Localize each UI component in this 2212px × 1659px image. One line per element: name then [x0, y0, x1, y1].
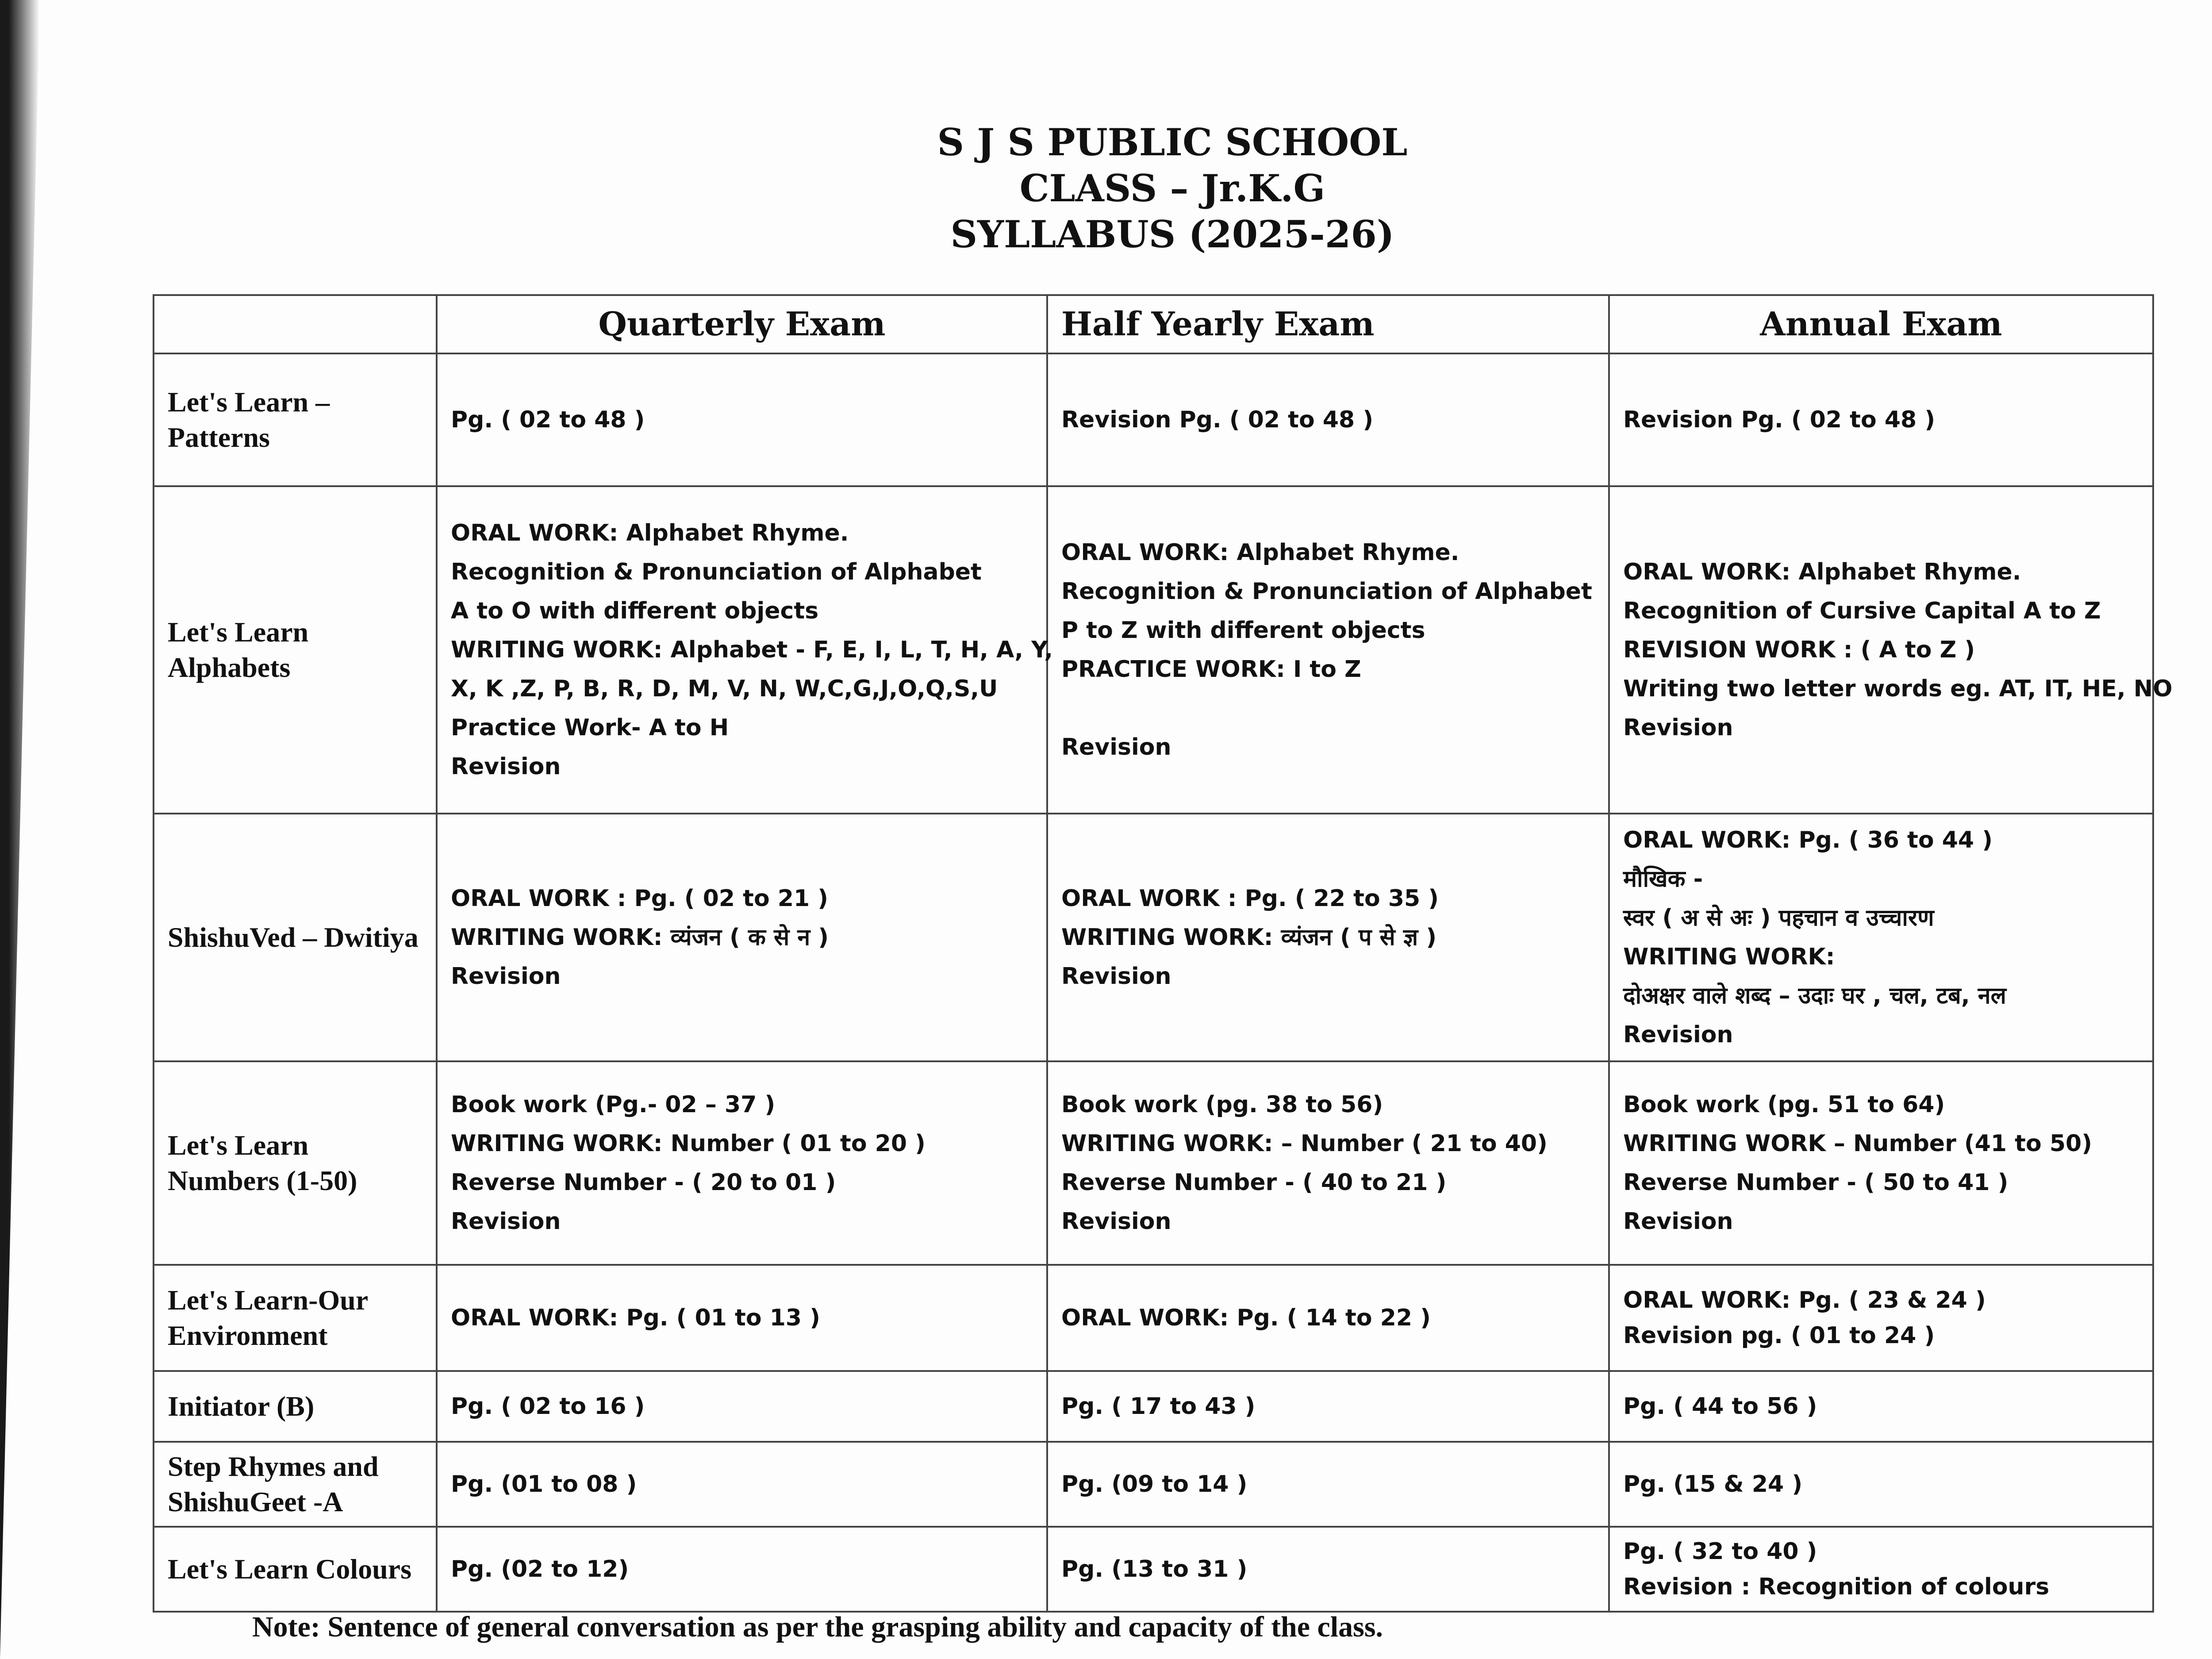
cell-line: Reverse Number - ( 50 to 41 ): [1623, 1169, 2008, 1196]
subject-cell: Let's Learn – Patterns: [154, 353, 437, 486]
cell-line: Revision Pg. ( 02 to 48 ): [1061, 407, 1374, 433]
table-row: [154, 1442, 2153, 1527]
cell-line: REVISION WORK : ( A to Z ): [1623, 637, 1975, 663]
quarterly-cell: [437, 1061, 1047, 1265]
cell-line: PRACTICE WORK: I to Z: [1061, 656, 1361, 683]
cell-line: स्वर ( अ से अः ) पहचान व उच्चारण: [1623, 905, 1934, 931]
cell-line: Revision: [1623, 1022, 1733, 1048]
cell-line: Recognition of Cursive Capital A to Z: [1623, 598, 2101, 624]
cell-line: ORAL WORK: Pg. ( 01 to 13 ): [451, 1305, 820, 1331]
cell-line: A to O with different objects: [451, 598, 819, 624]
quarterly-cell: [437, 1442, 1047, 1527]
syllabus-table-wrap: [153, 294, 2173, 1613]
half-yearly-cell: [1047, 486, 1609, 814]
cell-line: WRITING WORK: व्यंजन ( क से न ): [451, 924, 829, 951]
annual-cell: [1609, 1371, 2153, 1442]
table-row: [154, 1371, 2153, 1442]
cell-line: Pg. (15 & 24 ): [1623, 1471, 1803, 1498]
cell-line: Book work (pg. 38 to 56): [1061, 1091, 1383, 1118]
annual-cell: [1609, 353, 2153, 486]
cell-line: मौखिक -: [1623, 866, 1703, 892]
subject-cell: Initiator (B): [154, 1371, 437, 1442]
half-yearly-cell: [1047, 814, 1609, 1061]
syllabus-table: [153, 294, 2173, 1613]
half-yearly-cell: [1047, 353, 1609, 486]
cell-line: Pg. ( 32 to 40 ): [1623, 1538, 1817, 1565]
cell-line: Revision: [1061, 734, 1171, 760]
cell-line: Pg. (01 to 08 ): [451, 1471, 637, 1498]
table-row: [154, 1061, 2153, 1265]
footer-note: Note: Sentence of general conversation as per the grasping ability and capacity of the class.: [252, 1611, 1383, 1643]
cell-line: X, K ,Z, P, B, R, D, M, V, N, W,C,G,J,O,Q,S,U: [451, 676, 998, 702]
cell-line: Revision: [1623, 714, 1733, 741]
annual-cell: [1609, 814, 2153, 1061]
cell-line: [1061, 689, 1595, 728]
cell-line: Revision: [451, 1208, 561, 1235]
scan-edge: [0, 0, 40, 1659]
cell-line: Pg. ( 44 to 56 ): [1623, 1393, 1817, 1420]
cell-line: Revision: [451, 963, 561, 990]
cell-line: ORAL WORK: Pg. ( 14 to 22 ): [1061, 1305, 1431, 1331]
table-row: [154, 1527, 2153, 1612]
cell-line: Pg. ( 17 to 43 ): [1061, 1393, 1256, 1420]
annual-cell: [1609, 1265, 2153, 1371]
table-row: [154, 486, 2153, 814]
cell-line: Reverse Number - ( 40 to 21 ): [1061, 1169, 1447, 1196]
cell-line: ORAL WORK: Alphabet Rhyme.: [451, 520, 849, 546]
half-yearly-cell: [1047, 1442, 1609, 1527]
school-name: S J S PUBLIC SCHOOL: [937, 120, 1408, 164]
cell-line: WRITING WORK: Alphabet - F, E, I, L, T, H, A, Y,: [451, 637, 1053, 663]
cell-line: WRITING WORK:: [1623, 944, 1835, 970]
half-yearly-cell: [1047, 1265, 1609, 1371]
cell-line: WRITING WORK – Number (41 to 50): [1623, 1130, 2092, 1157]
half-yearly-cell: [1047, 1061, 1609, 1265]
half-yearly-cell: [1047, 1371, 1609, 1442]
annual-cell: [1609, 1442, 2153, 1527]
subject-cell: Step Rhymes and ShishuGeet -A: [154, 1442, 437, 1527]
cell-line: WRITING WORK: व्यंजन ( प से ज्ञ ): [1061, 924, 1437, 951]
quarterly-cell: [437, 353, 1047, 486]
cell-line: Reverse Number - ( 20 to 01 ): [451, 1169, 836, 1196]
cell-line: ORAL WORK: Pg. ( 36 to 44 ): [1623, 827, 1993, 853]
cell-line: Pg. (13 to 31 ): [1061, 1556, 1248, 1582]
document-header: [752, 119, 1593, 257]
cell-line: Writing two letter words eg. AT, IT, HE, NO: [1623, 676, 2173, 702]
table-body: [154, 353, 2173, 1612]
half-yearly-cell: [1047, 1527, 1609, 1612]
cell-line: Pg. ( 02 to 16 ): [451, 1393, 645, 1420]
cell-line: ORAL WORK: Alphabet Rhyme.: [1623, 559, 2021, 585]
table-row: [154, 814, 2153, 1061]
cell-line: Pg. (09 to 14 ): [1061, 1471, 1248, 1498]
cell-line: दोअक्षर वाले शब्द – उदाः घर , चल, टब, नल: [1623, 983, 2006, 1009]
cell-line: WRITING WORK: – Number ( 21 to 40): [1061, 1130, 1548, 1157]
cell-line: Book work (Pg.- 02 – 37 ): [451, 1091, 776, 1118]
annual-cell: [1609, 486, 2173, 814]
quarterly-cell: [437, 1527, 1047, 1612]
cell-line: ORAL WORK: Pg. ( 23 & 24 ): [1623, 1287, 1986, 1313]
cell-line: ORAL WORK: Alphabet Rhyme.: [1061, 539, 1459, 566]
quarterly-cell: [437, 814, 1047, 1061]
column-header-half-yearly: Half Yearly Exam: [1047, 295, 1609, 353]
cell-line: Pg. (02 to 12): [451, 1556, 629, 1582]
subject-cell: Let's Learn Numbers (1-50): [154, 1061, 437, 1265]
cell-line: P to Z with different objects: [1061, 617, 1425, 644]
subject-cell: Let's Learn Alphabets: [154, 486, 437, 814]
cell-line: Revision: [451, 753, 561, 780]
table-row: [154, 353, 2153, 486]
cell-line: Revision: [1061, 1208, 1171, 1235]
quarterly-cell: [437, 486, 1053, 814]
quarterly-cell: [437, 1371, 1047, 1442]
table-header-row: [154, 295, 2153, 353]
column-header-annual: Annual Exam: [1609, 295, 2153, 353]
cell-line: Practice Work- A to H: [451, 714, 729, 741]
subject-cell: Let's Learn Colours: [154, 1527, 437, 1612]
syllabus-title: SYLLABUS (2025-26): [950, 212, 1394, 256]
cell-line: ORAL WORK : Pg. ( 22 to 35 ): [1061, 885, 1439, 912]
cell-line: Revision: [1061, 963, 1171, 990]
cell-line: ORAL WORK : Pg. ( 02 to 21 ): [451, 885, 829, 912]
cell-line: Recognition & Pronunciation of Alphabet: [1061, 578, 1592, 605]
column-header-quarterly: Quarterly Exam: [437, 295, 1047, 353]
table-row: [154, 1265, 2153, 1371]
cell-line: Revision Pg. ( 02 to 48 ): [1623, 407, 1936, 433]
subject-cell: Let's Learn-Our Environment: [154, 1265, 437, 1371]
cell-line: Recognition & Pronunciation of Alphabet: [451, 559, 982, 585]
column-header-subject: [154, 295, 437, 353]
cell-line: Pg. ( 02 to 48 ): [451, 407, 645, 433]
subject-cell: ShishuVed – Dwitiya: [154, 814, 437, 1061]
annual-cell: [1609, 1061, 2153, 1265]
cell-line: Revision pg. ( 01 to 24 ): [1623, 1322, 1935, 1349]
quarterly-cell: [437, 1265, 1047, 1371]
cell-line: Revision: [1623, 1208, 1733, 1235]
annual-cell: [1609, 1527, 2153, 1612]
cell-line: Revision : Recognition of colours: [1623, 1574, 2050, 1600]
cell-line: Book work (pg. 51 to 64): [1623, 1091, 1945, 1118]
class-title: CLASS – Jr.K.G: [1019, 166, 1325, 210]
cell-line: WRITING WORK: Number ( 01 to 20 ): [451, 1130, 926, 1157]
